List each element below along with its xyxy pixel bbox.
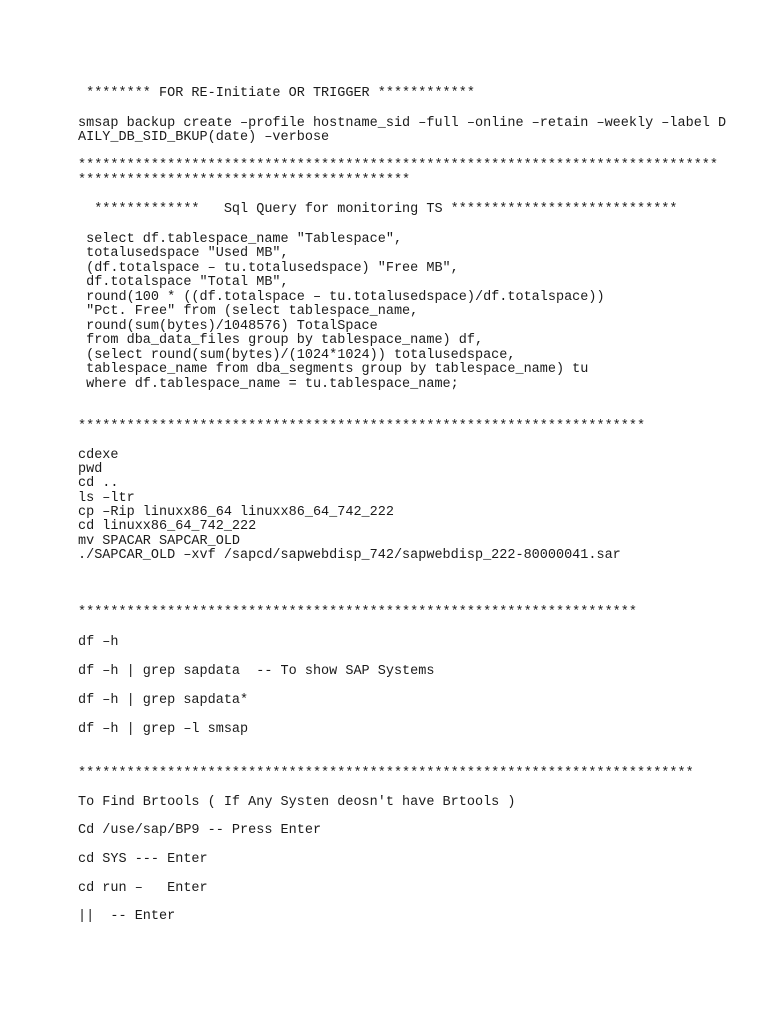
code-line: (select round(sum(bytes)/(1024*1024)) totalusedspace,: [78, 348, 516, 363]
code-line: select df.tablespace_name "Tablespace",: [78, 232, 403, 247]
separator-line: *********************************************************************: [78, 605, 637, 620]
sql-heading: ************* Sql Query for monitoring TS ****************************: [78, 202, 678, 217]
code-line: where df.tablespace_name = tu.tablespace_name;: [78, 377, 459, 392]
code-line: cdexe: [78, 448, 119, 463]
brtools-heading: To Find Brtools ( If Any Systen deosn't have Brtools ): [78, 795, 516, 810]
code-line: ls –ltr: [78, 491, 135, 506]
code-line: smsap backup create –profile hostname_sid –full –online –retain –weekly –label D: [78, 116, 727, 131]
code-line: tablespace_name from dba_segments group by tablespace_name) tu: [78, 362, 589, 377]
code-line: df.totalspace "Total MB",: [78, 275, 289, 290]
code-line: cp –Rip linuxx86_64 linuxx86_64_742_222: [78, 505, 394, 520]
code-line: mv SPACAR SAPCAR_OLD: [78, 534, 241, 549]
code-line: round(100 * ((df.totalspace – tu.totalusedspace)/df.totalspace)): [78, 290, 605, 305]
code-line: df –h: [78, 635, 119, 650]
code-line: ./SAPCAR_OLD –xvf /sapcd/sapwebdisp_742/sapwebdisp_222-80000041.sar: [78, 548, 621, 563]
code-line: cd linuxx86_64_742_222: [78, 519, 257, 534]
reinit-heading: ******** FOR RE-Initiate OR TRIGGER ************: [78, 86, 475, 101]
code-line: cd run – Enter: [78, 881, 208, 896]
code-line: totalusedspace "Used MB",: [78, 246, 289, 261]
code-line: from dba_data_files group by tablespace_name) df,: [78, 333, 484, 348]
asterisk-row: *****************************************: [78, 173, 411, 188]
code-line: "Pct. Free" from (select tablespace_name,: [78, 304, 419, 319]
code-line: df –h | grep –l smsap: [78, 722, 249, 737]
separator-line: **********************************************************************: [78, 419, 646, 434]
code-line: || -- Enter: [78, 909, 176, 924]
separator-line: ****************************************************************************: [78, 766, 694, 781]
code-line: Cd /use/sap/BP9 -- Press Enter: [78, 823, 322, 838]
code-line: cd ..: [78, 476, 119, 491]
code-line: AILY_DB_SID_BKUP(date) –verbose: [78, 130, 330, 145]
code-line: cd SYS --- Enter: [78, 852, 208, 867]
code-line: df –h | grep sapdata -- To show SAP Systems: [78, 664, 435, 679]
code-line: (df.totalspace – tu.totalusedspace) "Free MB",: [78, 261, 459, 276]
code-line: pwd: [78, 462, 103, 477]
asterisk-row: *******************************************************************************: [78, 158, 719, 173]
code-line: df –h | grep sapdata*: [78, 693, 249, 708]
code-line: round(sum(bytes)/1048576) TotalSpace: [78, 319, 378, 334]
